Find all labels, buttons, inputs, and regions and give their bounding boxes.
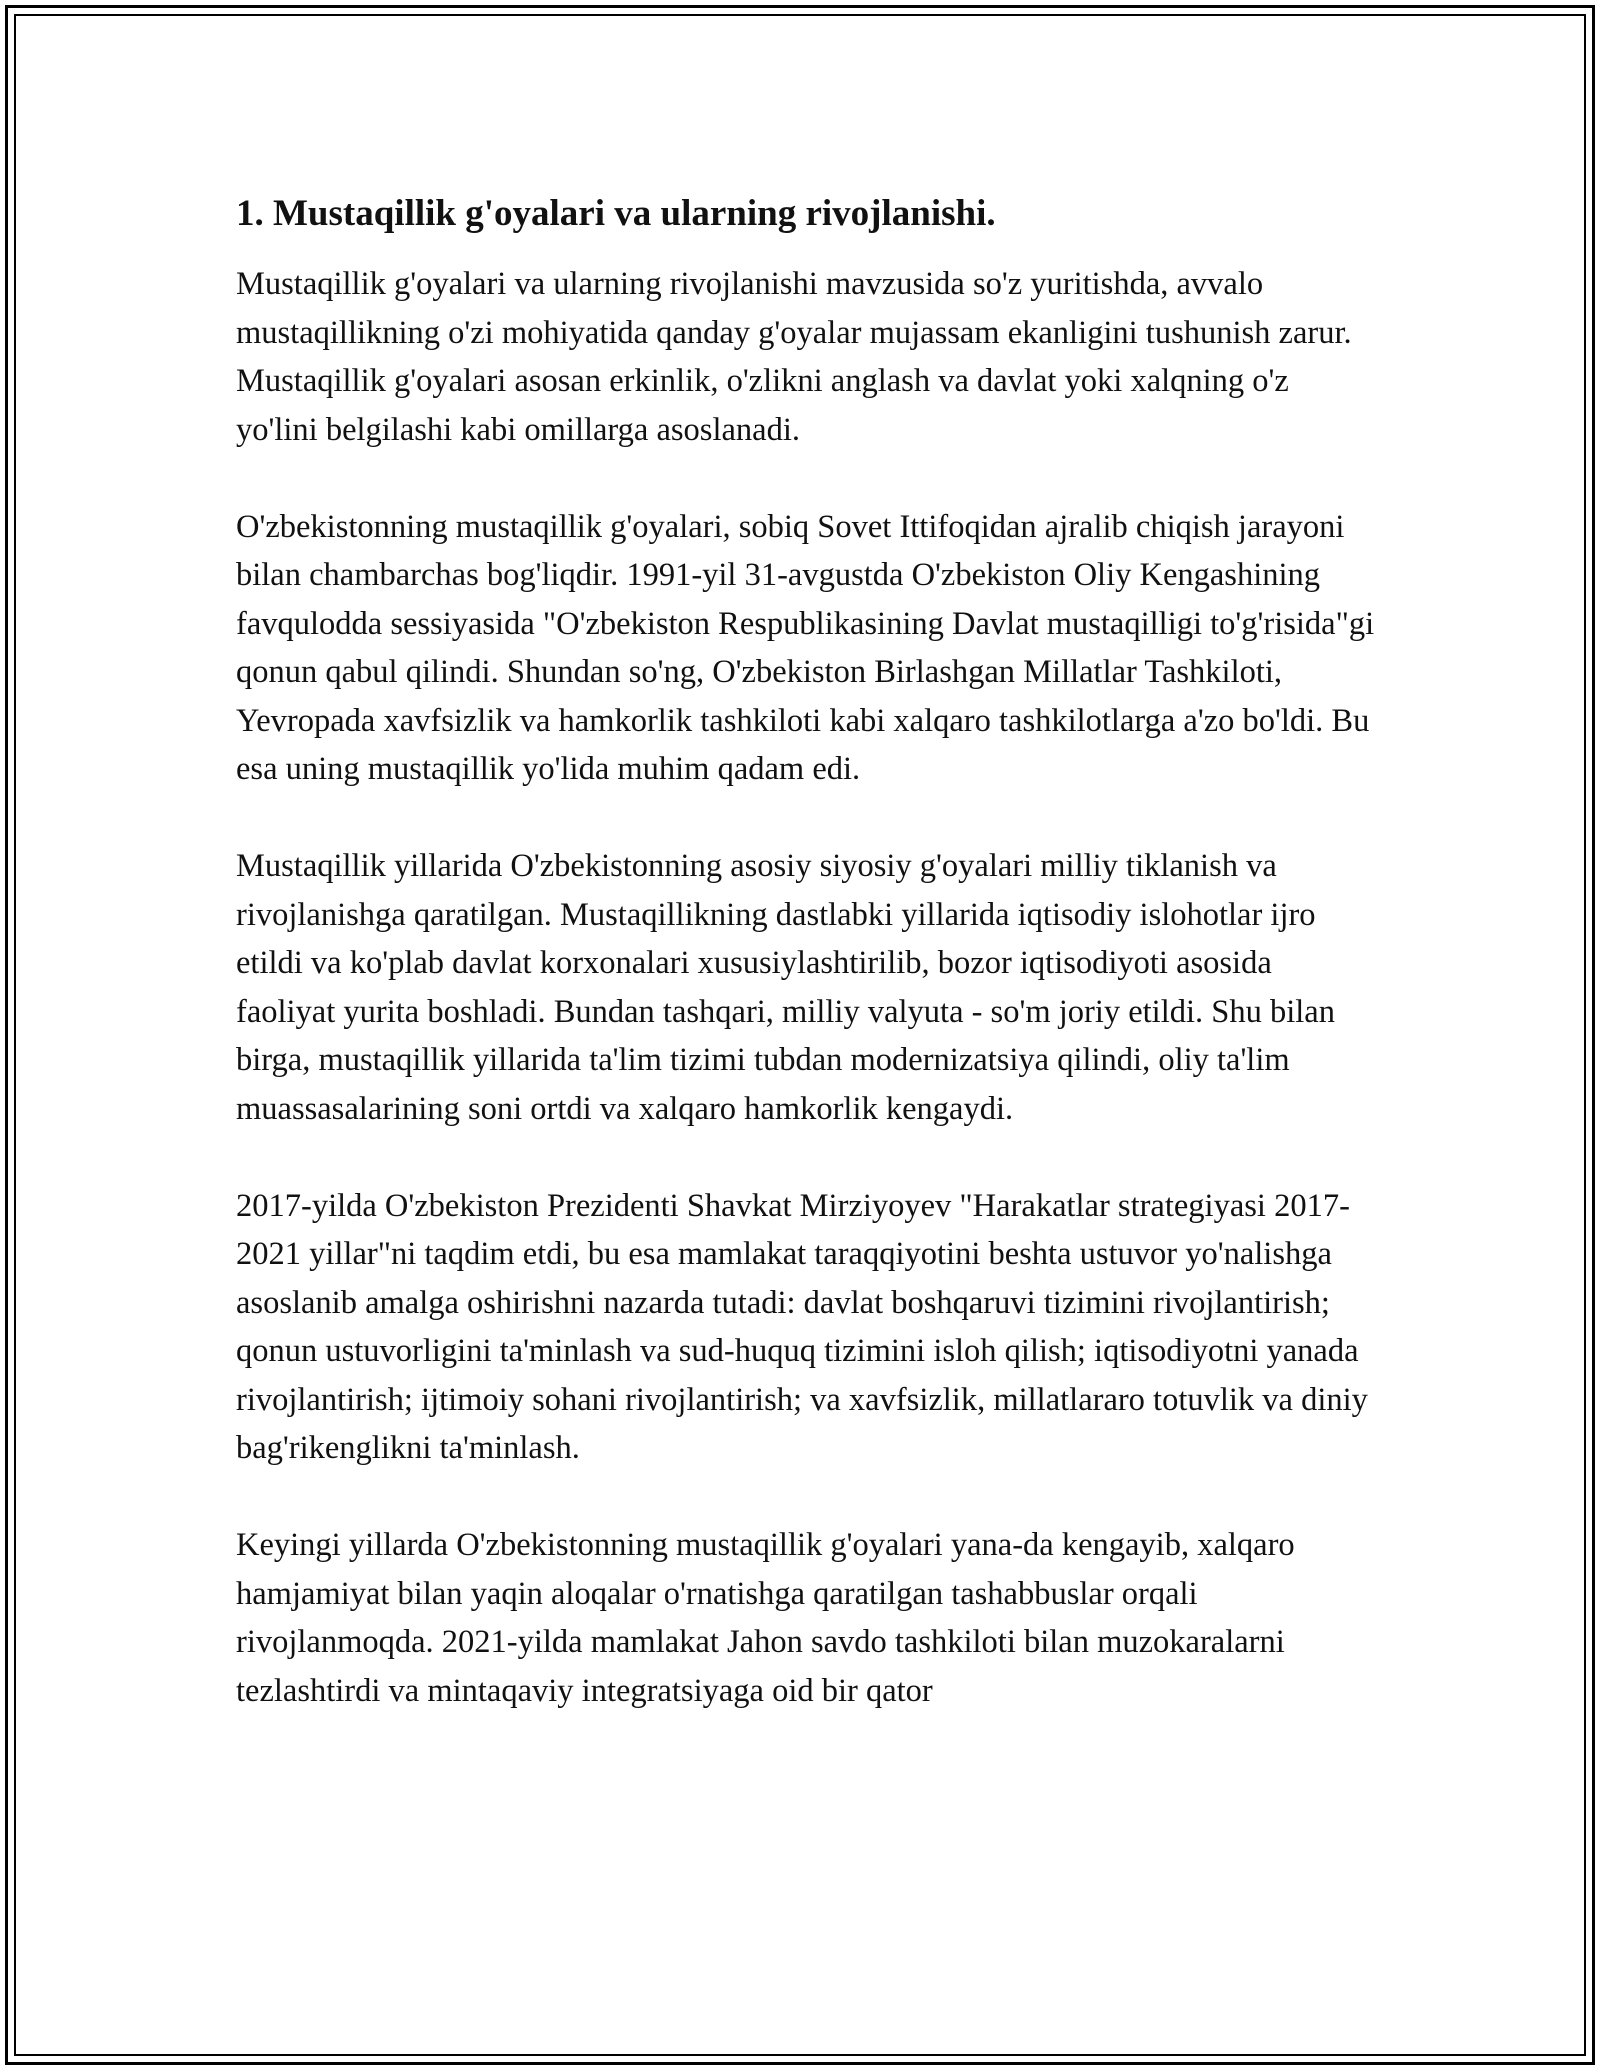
paragraph-5: Keyingi yillarda O'zbekistonning mustaqillik g'oyalari yana-da kengayib, xalqaro hamjamiyat bilan yaqin aloqalar o'rnatishga qaratilgan tashabbuslar orqali rivojlanmoqda. 2021-yilda mamlakat Jahon savdo tashkiloti bilan muzokaralarni tezlashtirdi va mintaqaviy integratsiyaga oid bir qator (236, 1527, 1295, 1709)
paragraph-1: Mustaqillik g'oyalari va ularning rivojlanishi mavzusida so'z yuritishda, avvalo mustaqillikning o'zi mohiyatida qanday g'oyalar mujassam ekanligini tushunish zarur. Mustaqillik g'oyalari asosan erkinlik, o'zlikni anglash va davlat yoki xalqning o'z yo'lini belgilashi kabi omillarga asoslanadi. (236, 266, 1352, 448)
page-title: 1. Mustaqillik g'oyalari va ularning rivojlanishi. (236, 193, 996, 234)
paragraph-4: 2017-yilda O'zbekiston Prezidenti Shavkat Mirziyoyev "Harakatlar strategiyasi 2017-2021 yillar"ni taqdim etdi, bu esa mamlakat taraqqiyotini beshta ustuvor yo'nalishga asoslanib amalga oshirishni nazarda tutadi: davlat boshqaruvi tizimini rivojlantirish; qonun ustuvorligini ta'minlash va sud-huquq tizimini isloh qilish; iqtisodiyotni yanada rivojlantirish; ijtimoiy sohani rivojlantirish; va xavfsizlik, millatlararo totuvlik va diniy bag'rikenglikni ta'minlash. (236, 1187, 1368, 1466)
paragraph-3: Mustaqillik yillarida O'zbekistonning asosiy siyosiy g'oyalari milliy tiklanish va rivojlanishga qaratilgan. Mustaqillikning dastlabki yillarida iqtisodiy islohotlar ijro etildi va ko'plab davlat korxonalari xususiylashtirilib, bozor iqtisodiyoti asosida faoliyat yurita boshladi. Bundan tashqari, milliy valyuta - so'm joriy etildi. Shu bilan birga, mustaqillik yillarida ta'lim tizimi tubdan modernizatsiya qilindi, oliy ta'lim muassasalarining soni ortdi va xalqaro hamkorlik kengaydi. (236, 848, 1335, 1127)
document-body (236, 188, 1376, 1715)
paragraph-2: O'zbekistonning mustaqillik g'oyalari, sobiq Sovet Ittifoqidan ajralib chiqish jarayoni bilan chambarchas bog'liqdir. 1991-yil 31-avgustda O'zbekiston Oliy Kengashining favqulodda sessiyasida "O'zbekiston Respublikasining Davlat mustaqilligi to'g'risida"gi qonun qabul qilindi. Shundan so'ng, O'zbekiston Birlashgan Millatlar Tashkiloti, Yevropada xavfsizlik va hamkorlik tashkiloti kabi xalqaro tashkilotlarga a'zo bo'ldi. Bu esa uning mustaqillik yo'lida muhim qadam edi. (236, 508, 1375, 787)
